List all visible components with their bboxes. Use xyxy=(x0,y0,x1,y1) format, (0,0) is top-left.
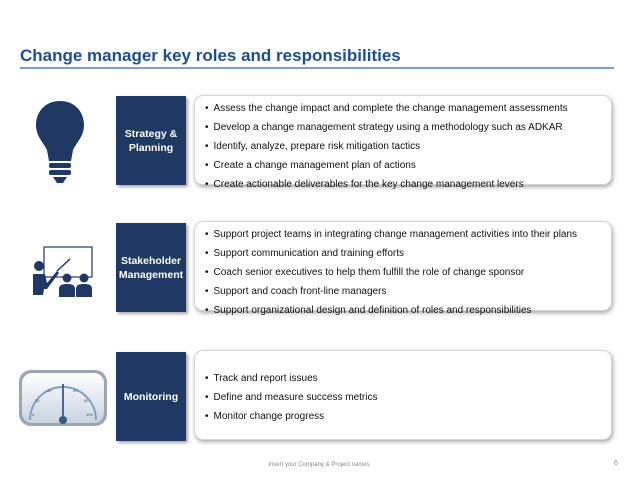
gauge-tick-label: 60 xyxy=(73,388,78,393)
bullet-item: • Support project teams in integrating change management activities into their plans xyxy=(205,225,605,244)
bullet-item: • Monitor change progress xyxy=(205,407,605,426)
section-label-monitoring: Monitoring xyxy=(116,352,186,441)
bullet-list xyxy=(205,225,605,320)
lightbulb-icon xyxy=(34,99,86,185)
bullet-item: • Support organizational design and definition of roles and responsibilities xyxy=(205,301,605,320)
gauge-tick-label: 40 xyxy=(47,388,52,393)
gauge-icon xyxy=(18,368,108,428)
bullet-item: • Identify, analyze, prepare risk mitigation tactics xyxy=(205,137,605,156)
bullet-item: • Assess the change impact and complete the change management assessments xyxy=(205,99,605,118)
bullet-item: • Support communication and training efforts xyxy=(205,244,605,263)
bullet-item: • Create a change management plan of actions xyxy=(205,156,605,175)
gauge-tick-label: 20 xyxy=(35,398,40,403)
bullet-list xyxy=(205,99,605,194)
bullet-item: • Create actionable deliverables for the key change management levers xyxy=(205,175,605,194)
footer-text: Insert your Company & Project names xyxy=(268,462,370,468)
section-label-strategy-planning: Strategy & Planning xyxy=(116,96,186,185)
gauge-tick-label: 80 xyxy=(84,398,89,403)
section-card-stakeholder-management xyxy=(194,221,612,316)
section-card-monitoring xyxy=(194,350,612,440)
bullet-item: • Develop a change management strategy using a methodology such as ADKAR xyxy=(205,118,605,137)
bullet-list xyxy=(205,369,605,426)
bullet-item: • Coach senior executives to help them fulfill the role of change sponsor xyxy=(205,263,605,282)
slide-title: Change manager key roles and responsibilities xyxy=(20,46,401,65)
page-number: 6 xyxy=(614,460,618,467)
bullet-item: • Support and coach front-line managers xyxy=(205,282,605,301)
gauge-tick-label: 0 xyxy=(32,412,35,417)
title-rule xyxy=(20,67,614,69)
bullet-item: • Track and report issues xyxy=(205,369,605,388)
section-label-stakeholder-management: Stakeholder Management xyxy=(116,223,186,312)
presenter-audience-icon xyxy=(30,245,96,299)
gauge-tick-label: 100 xyxy=(86,412,93,417)
section-card-strategy-planning xyxy=(194,95,612,190)
bullet-item: • Define and measure success metrics xyxy=(205,388,605,407)
